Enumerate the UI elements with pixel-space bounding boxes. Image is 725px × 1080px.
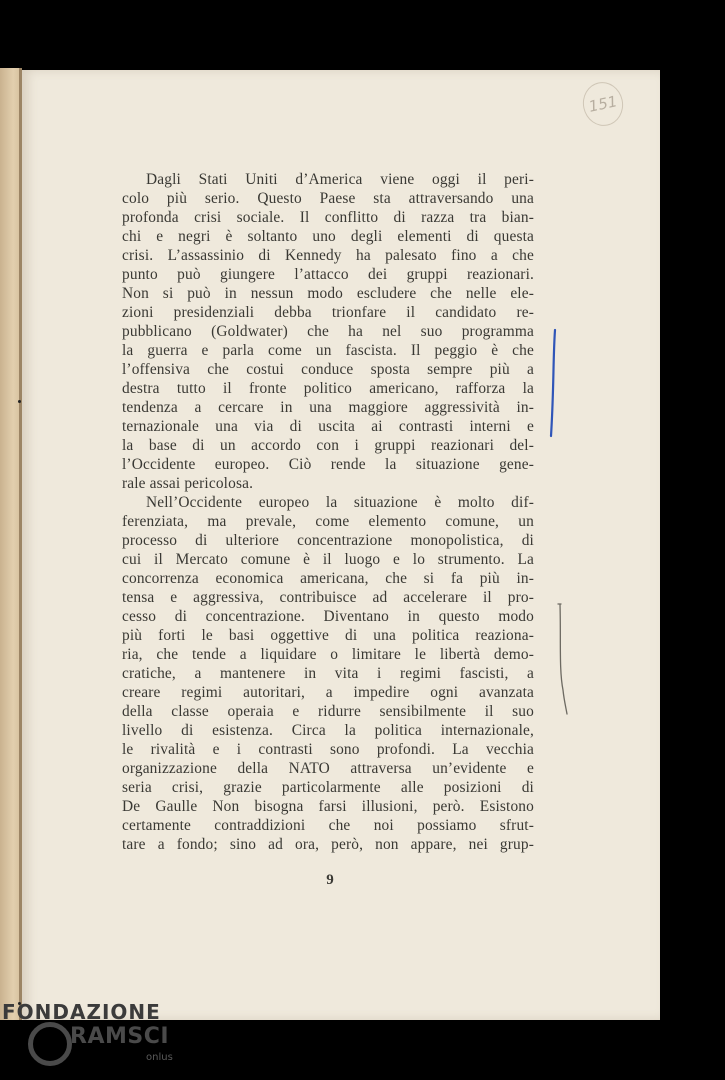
text-line: De Gaulle Non bisogna farsi illusioni, però. Esistono — [122, 798, 534, 815]
text-line: destra tutto il fronte politico americano, rafforza la — [122, 380, 534, 397]
paragraph-2 — [122, 493, 534, 854]
watermark-line3: onlus — [146, 1052, 173, 1063]
text-line: cesso di concentrazione. Diventano in questo modo — [122, 608, 534, 625]
text-line: ferenziata, ma prevale, come elemento comune, un — [122, 513, 534, 530]
text-line: Nell’Occidente europeo la situazione è molto dif- — [146, 494, 534, 511]
text-line: chi e negri è soltanto uno degli elementi di questa — [122, 228, 534, 245]
watermark-g-icon — [28, 1022, 72, 1066]
blue-margin-mark-icon — [549, 328, 557, 438]
text-line: la base di un accordo con i gruppi reazionari del- — [122, 437, 534, 454]
text-line: profonda crisi sociale. Il conflitto di razza tra bian- — [122, 209, 534, 226]
text-line: punto può giungere l’attacco dei gruppi reazionari. — [122, 266, 534, 283]
text-line: ria, che tende a liquidare o limitare le libertà demo- — [122, 646, 534, 663]
text-line: pubblicano (Goldwater) che ha nel suo programma — [122, 323, 534, 340]
text-line: rale assai pericolosa. — [122, 475, 254, 492]
text-line: tensa e aggressiva, contribuisce ad accelerare il pro- — [122, 589, 534, 606]
text-line: Non si può in nessun modo escludere che nelle ele- — [122, 285, 534, 302]
text-line: crisi. L’assassinio di Kennedy ha palesato fino a che — [122, 247, 534, 264]
text-line: livello di esistenza. Circa la politica internazionale, — [122, 722, 534, 739]
text-line: Dagli Stati Uniti d’America viene oggi il peri- — [146, 171, 534, 188]
watermark-line1: FONDAZIONE — [2, 1000, 161, 1024]
text-line: l’Occidente europeo. Ciò rende la situazione gene- — [122, 456, 534, 473]
text-line: più forti le basi oggettive di una politica reaziona- — [122, 627, 534, 644]
text-line: della classe operaia e ridurre sensibilmente il suo — [122, 703, 534, 720]
pencil-margin-mark-icon — [555, 600, 571, 716]
body-text — [122, 170, 534, 854]
text-line: processo di ulteriore concentrazione monopolistica, di — [122, 532, 534, 549]
archive-stamp-number: 151 — [579, 78, 627, 129]
text-line: le rivalità e i contrasti sono profondi. La vecchia — [122, 741, 534, 758]
page-number: 9 — [326, 872, 334, 888]
text-line: ternazionale una via di uscita ai contrasti interni e — [122, 418, 534, 435]
watermark-line2: RAMSCI — [70, 1024, 170, 1049]
text-line: certamente contraddizioni che noi possiamo sfrut- — [122, 817, 534, 834]
text-line: creare regimi autoritari, a impedire ogni avanzata — [122, 684, 534, 701]
text-line: colo più serio. Questo Paese sta attraversando una — [122, 190, 534, 207]
text-line: seria crisi, grazie particolarmente alle posizioni di — [122, 779, 534, 796]
text-line: organizzazione della NATO attraversa un’evidente e — [122, 760, 534, 777]
text-line: cratiche, a mantenere in vita i regimi fascisti, a — [122, 665, 534, 682]
text-line: tendenza a cercare in una maggiore aggressività in- — [122, 399, 534, 416]
binding-hole — [18, 400, 21, 403]
text-line: zioni presidenziali debba trionfare il candidato re- — [122, 304, 534, 321]
text-line: l’offensiva che costui conduce sposta sempre più a — [122, 361, 534, 378]
text-line: la guerra e parla come un fascista. Il peggio è che — [122, 342, 534, 359]
text-line: concorrenza economica americana, che si fa più in- — [122, 570, 534, 587]
text-line: tare a fondo; sino ad ora, però, non appare, nei grup- — [122, 836, 534, 853]
watermark-logo — [0, 1000, 200, 1080]
text-line: cui il Mercato comune è il luogo e lo strumento. La — [122, 551, 534, 568]
paragraph-1 — [122, 170, 534, 493]
